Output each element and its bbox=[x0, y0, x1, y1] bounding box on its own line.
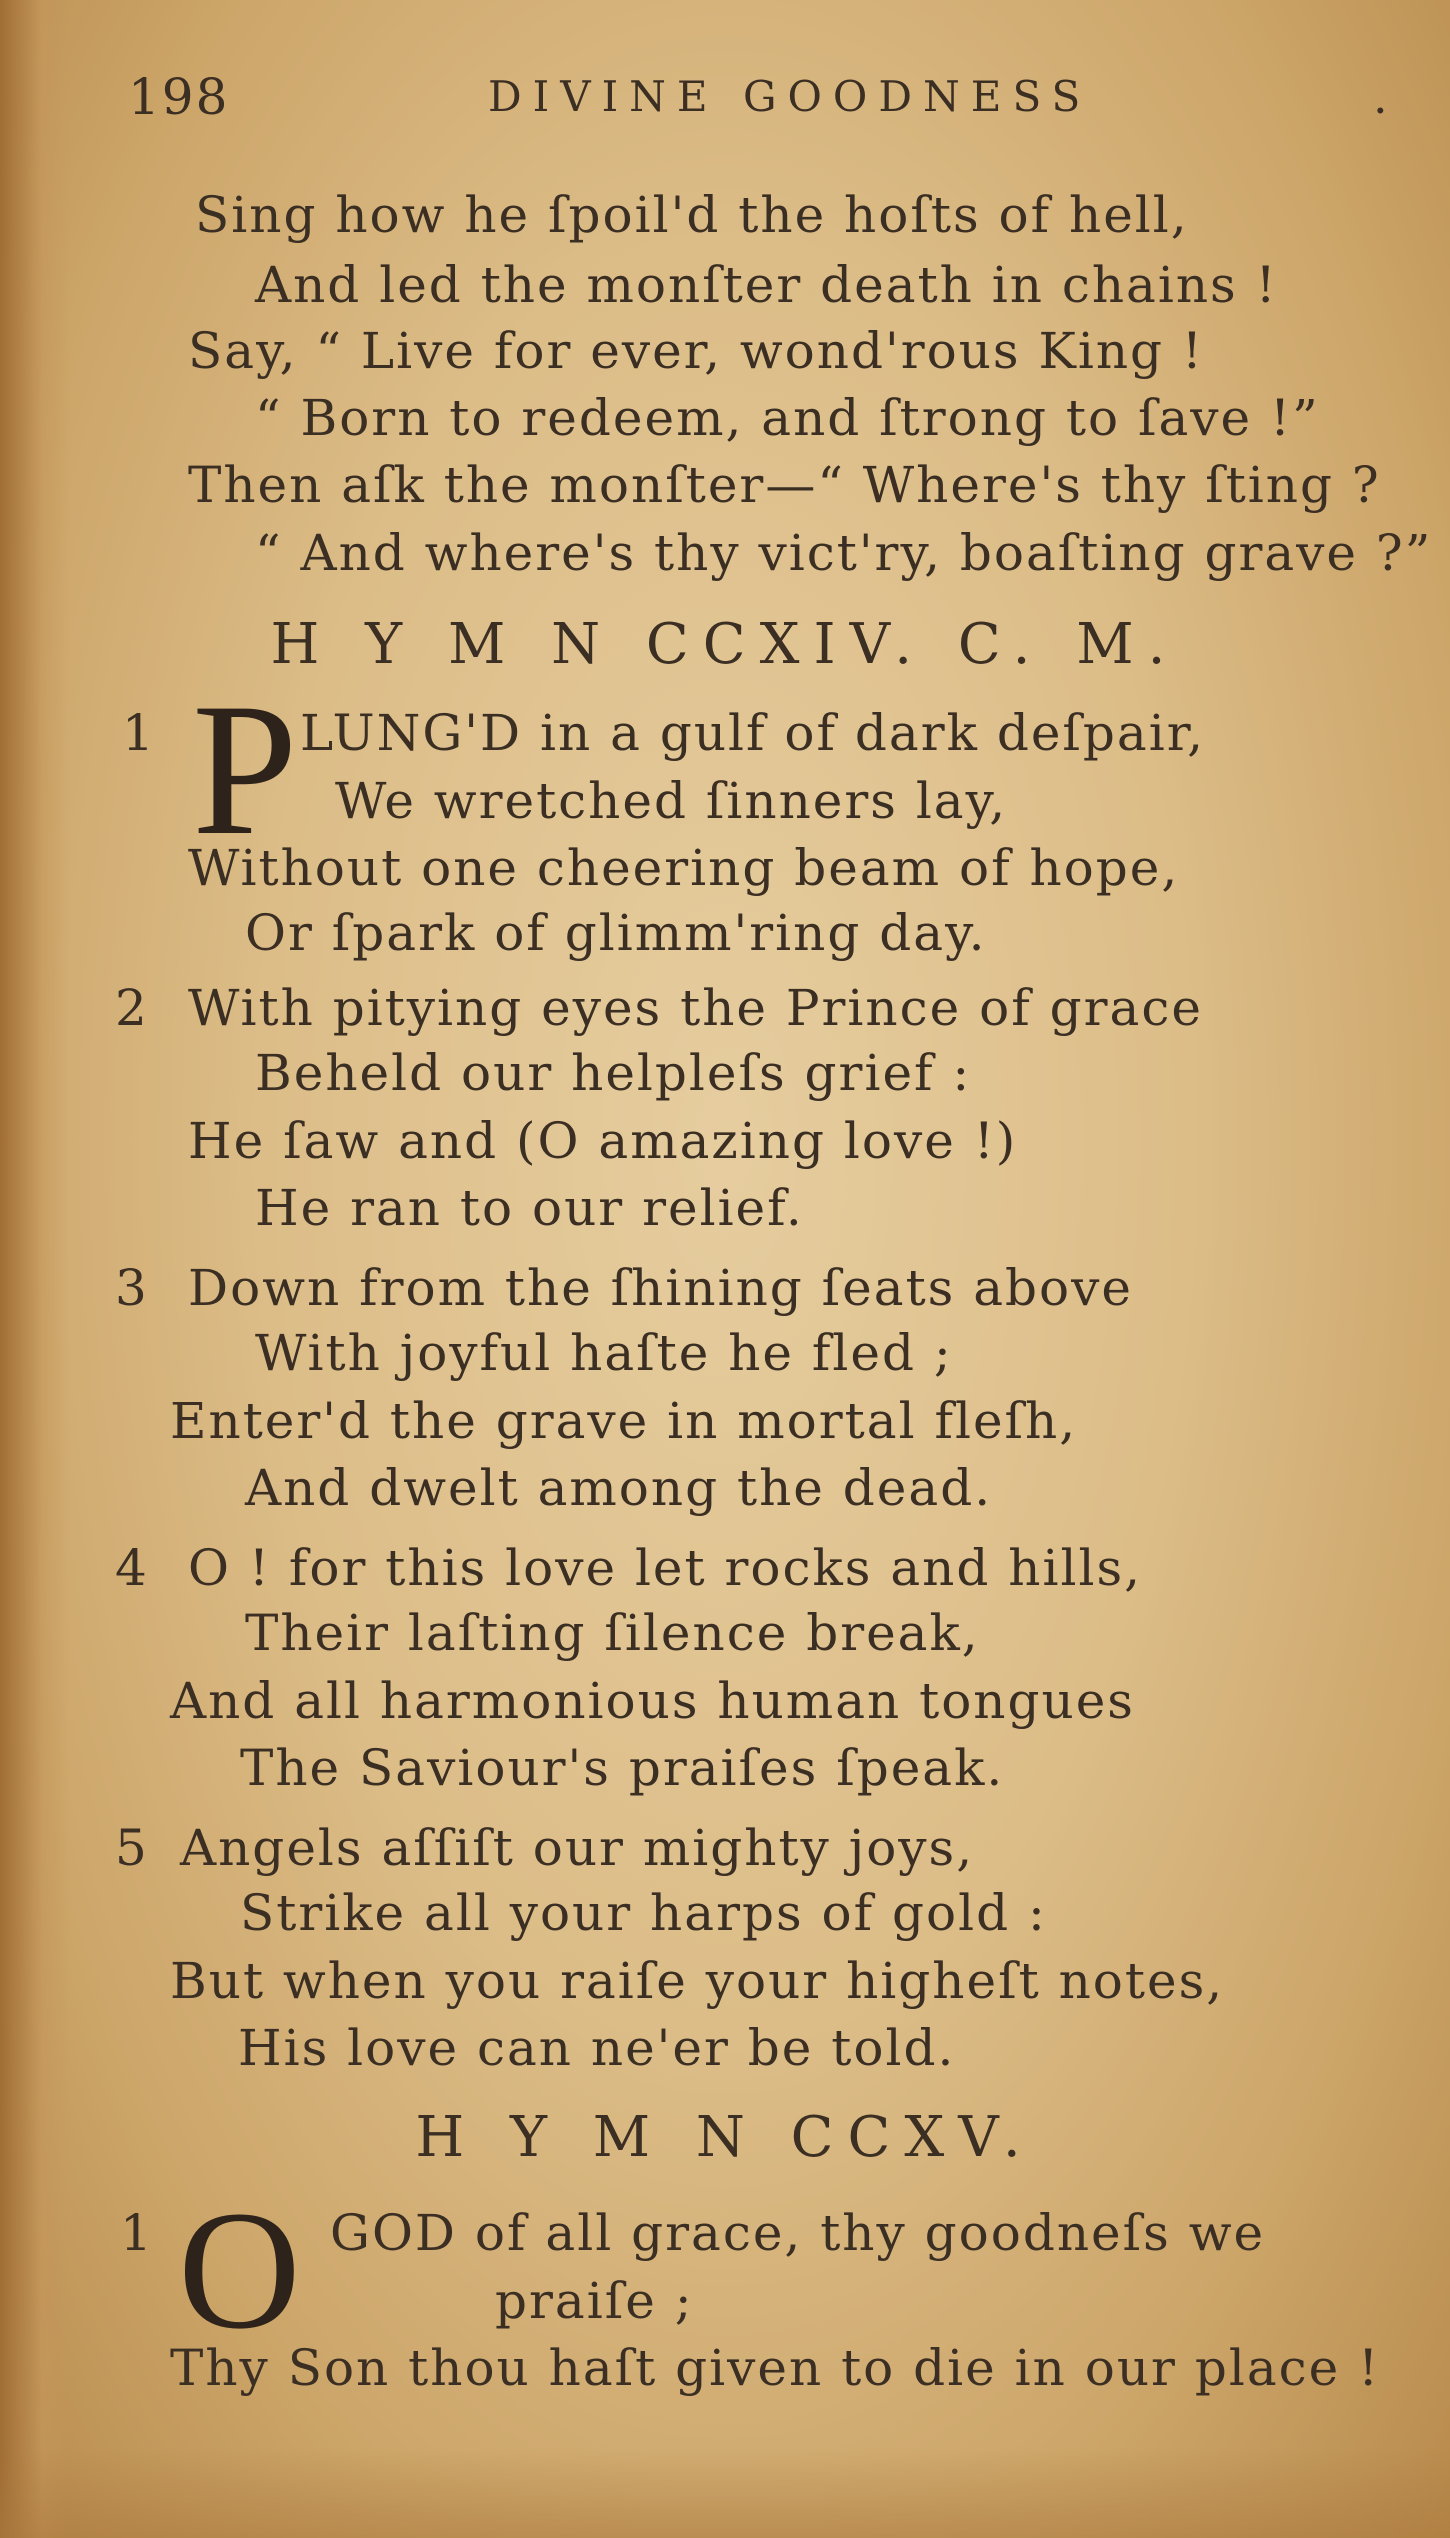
verse-line: praiſe ; bbox=[495, 2272, 694, 2330]
verse-line: Say, “ Live for ever, wond'rous King ! bbox=[188, 322, 1205, 380]
header-mark: . bbox=[1373, 70, 1398, 124]
verse-line: With pitying eyes the Prince of grace bbox=[188, 979, 1203, 1037]
verse-line: LUNG'D in a gulf of dark deſpair, bbox=[300, 704, 1206, 762]
verse-line: Beheld our helpleſs grief : bbox=[255, 1044, 972, 1102]
stanza-number: 2 bbox=[115, 979, 147, 1037]
verse-line: O ! for this love let rocks and hills, bbox=[188, 1539, 1143, 1597]
verse-line: His love can ne'er be told. bbox=[238, 2019, 956, 2077]
verse-line: Angels aſſiſt our mighty joys, bbox=[180, 1819, 975, 1877]
stanza-number: 5 bbox=[115, 1819, 147, 1877]
verse-line: Sing how he ſpoil'd the hoſts of hell, bbox=[195, 186, 1189, 244]
drop-cap: O bbox=[178, 2176, 301, 2364]
verse-line: Down from the ſhining ſeats above bbox=[188, 1259, 1133, 1317]
verse-line: But when you raiſe your higheſt notes, bbox=[170, 1952, 1225, 2010]
verse-line: Their laſting ſilence break, bbox=[245, 1604, 980, 1662]
verse-line: With joyful haſte he fled ; bbox=[255, 1324, 953, 1382]
verse-line: Strike all your harps of gold : bbox=[240, 1884, 1047, 1942]
verse-line: Without one cheering beam of hope, bbox=[188, 839, 1180, 897]
stanza-number: 3 bbox=[115, 1259, 147, 1317]
page-number: 198 bbox=[128, 68, 230, 126]
verse-line: Then aſk the monſter—“ Where's thy ſting ? bbox=[188, 456, 1381, 514]
running-header bbox=[128, 58, 1398, 138]
verse-line: And all harmonious human tongues bbox=[170, 1672, 1135, 1730]
stanza-number: 1 bbox=[122, 704, 154, 762]
verse-line: “ And where's thy vict'ry, boaſting grave ?” bbox=[255, 524, 1433, 582]
running-title: DIVINE GOODNESS bbox=[488, 72, 1092, 121]
hymn-title: H Y M N CCXV. bbox=[415, 2105, 1035, 2170]
verse-line: Thy Son thou haſt given to die in our place ! bbox=[170, 2339, 1381, 2397]
verse-line: “ Born to redeem, and ſtrong to ſave !” bbox=[255, 389, 1320, 447]
stanza-number: 1 bbox=[120, 2204, 152, 2262]
drop-cap: P bbox=[192, 665, 298, 875]
verse-line: The Saviour's praiſes ſpeak. bbox=[240, 1739, 1005, 1797]
verse-line: He ran to our relief. bbox=[255, 1179, 804, 1237]
stanza-number: 4 bbox=[115, 1539, 147, 1597]
verse-line: We wretched ſinners lay, bbox=[335, 772, 1008, 830]
hymn-title: H Y M N CCXIV. C. M. bbox=[270, 612, 1180, 677]
verse-line: He ſaw and (O amazing love !) bbox=[188, 1112, 1018, 1170]
verse-line: GOD of all grace, thy goodneſs we bbox=[330, 2204, 1266, 2262]
verse-line: And dwelt among the dead. bbox=[245, 1459, 993, 1517]
verse-line: Or ſpark of glimm'ring day. bbox=[245, 904, 987, 962]
verse-line: And led the monſter death in chains ! bbox=[255, 256, 1278, 314]
page-bottom-shadow bbox=[0, 2448, 1450, 2538]
verse-line: Enter'd the grave in mortal fleſh, bbox=[170, 1392, 1078, 1450]
